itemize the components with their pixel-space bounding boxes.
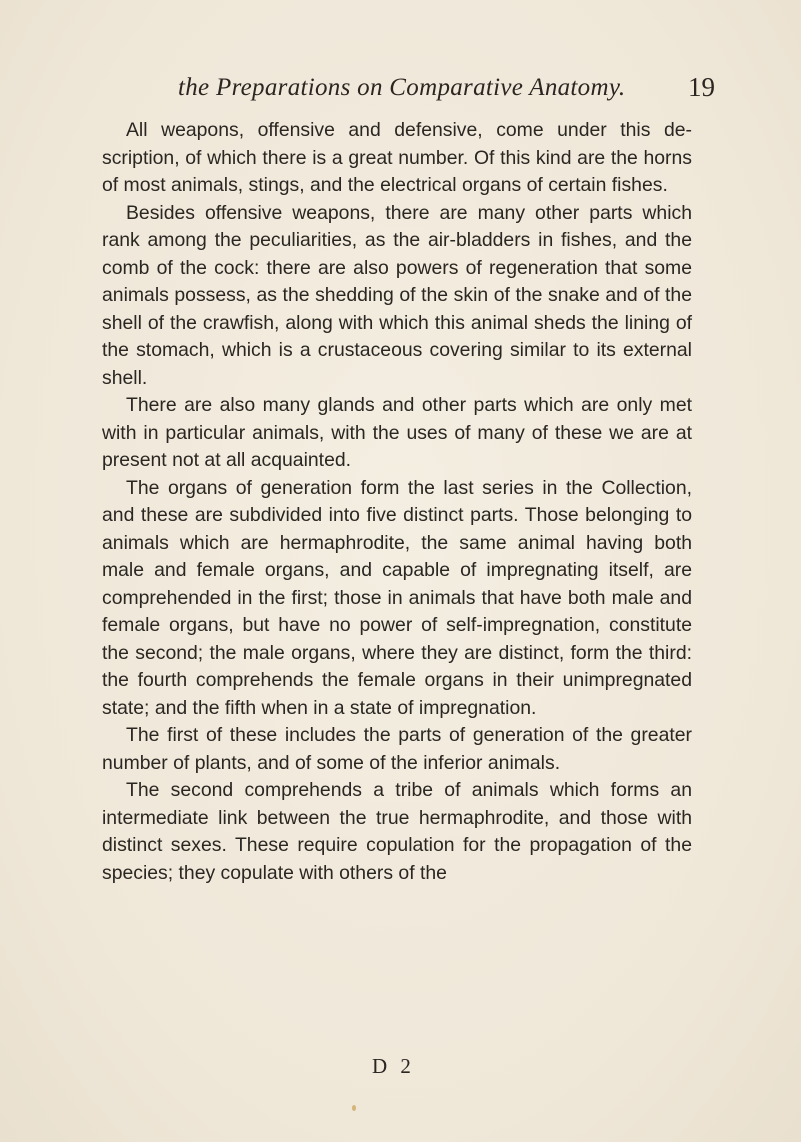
paragraph-weapons: All weapons, offensive and defensive, come under this description, of which there is a great number. Of this kind are the horns of most animals, stings, and the electrical organs of certain fishes. xyxy=(102,119,692,196)
paragraph-glands: There are also many glands and other parts which are only met with in particular animals, with the uses of many of these we are at present not at all acquainted. xyxy=(102,394,692,471)
running-head xyxy=(0,70,801,110)
running-title: the Preparations on Comparative Anatomy. xyxy=(178,74,626,101)
paragraph-first-division: The first of these includes the parts of generation of the greater number of plants, and of some of the inferior animals. xyxy=(102,724,692,774)
signature-mark: D 2 xyxy=(372,1054,415,1078)
body-text xyxy=(102,117,692,887)
page-number: 19 xyxy=(688,72,715,102)
paper-speck xyxy=(352,1105,356,1111)
paragraph-second-division: The second comprehends a tribe of animals which forms an intermediate link between the true hermaphrodite, and those with distinct sexes. These require copulation for the propagation of the species; they copulate with others of the xyxy=(102,779,692,884)
paragraph-organs-of-generation: The organs of generation form the last series in the Collection, and these are subdivided into five distinct parts. Those belonging to animals which are hermaphrodite, the same animal having both male and female organs, and capable of impregnating itself, are comprehended in the first; those in animals that have both male and female organs, but have no power of self-impregnation, constitute the second; the male organs, where they are distinct, form the third: the fourth comprehends the female organs in their unimpregnated state; and the fifth when in a state of impregnation. xyxy=(102,476,692,719)
paragraph-peculiarities: Besides offensive weapons, there are many other parts which rank among the peculiarities, as the air-bladders in fishes, and the comb of the cock: there are also powers of regeneration that some animals possess, as the shedding of the skin of the snake and of the shell of the crawfish, along with which this animal sheds the lining of the stomach, which is a crustaceous covering similar to its external shell. xyxy=(102,201,692,389)
